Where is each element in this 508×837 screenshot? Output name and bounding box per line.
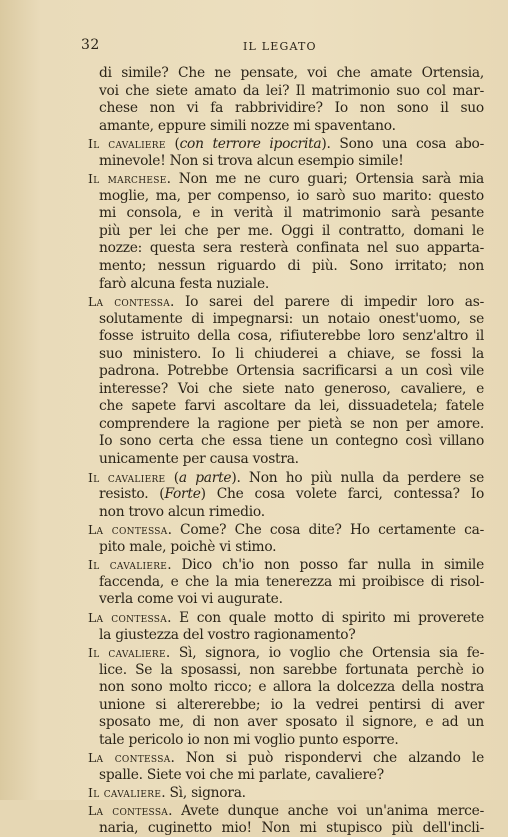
dialogue-text: . Come? Che cosa dite? Ho certamente ca- xyxy=(167,522,484,539)
text-line xyxy=(88,609,484,627)
text-line xyxy=(88,627,484,645)
text-line xyxy=(88,486,484,504)
dialogue-text: ( xyxy=(165,136,180,153)
dialogue-text: non trovo alcun rimedio. xyxy=(99,503,265,520)
text-line xyxy=(88,767,484,785)
dialogue-text: . Non me ne curo guari; Ortensia sarà mia xyxy=(166,171,484,188)
text-line xyxy=(88,328,484,346)
text-line xyxy=(88,644,484,662)
text-line xyxy=(88,398,484,416)
dialogue-text: non sono molto ricco; e allora la dolcezza della nostra xyxy=(99,679,484,696)
text-line xyxy=(88,311,484,329)
text-line xyxy=(88,240,484,258)
dialogue-text: minevole! Non si trova alcun esempio simile! xyxy=(99,152,404,169)
text-line xyxy=(88,83,484,101)
dialogue-text: . Dico ch'io non posso far nulla in simile xyxy=(167,557,485,574)
dialogue-text: . Io sarei del parere di impedir loro as- xyxy=(170,294,485,311)
dialogue-text: solutamente di impegnarsi: un notaio onest'uomo, se xyxy=(99,310,484,327)
dialogue-text: spalle. Siete voi che mi parlate, cavaliere? xyxy=(99,766,384,783)
dialogue-text: fosse istruito della cosa, rifiuterebbe loro senz'altro il xyxy=(99,328,484,345)
text-line xyxy=(88,65,484,83)
text-line xyxy=(88,433,484,451)
text-line xyxy=(88,451,484,469)
speaker-name: Il cavaliere xyxy=(88,785,162,801)
dialogue-text: naria, cuginetto mio! Non mi stupisco più dell'incli- xyxy=(99,819,484,836)
text-line xyxy=(88,574,484,592)
dialogue-text: chese non vi fa rabbrividire? Io non sono il suo xyxy=(99,100,484,117)
dialogue-text: faccenda, e che la mia tenerezza mi proibisce di risol- xyxy=(99,573,484,590)
dialogue-text: ) Che cosa volete farci, contessa? Io xyxy=(200,486,484,503)
running-title: IL LEGATO xyxy=(243,40,317,53)
dialogue-text: . Sì, signora. xyxy=(161,785,246,802)
text-line xyxy=(88,153,484,171)
text-line xyxy=(88,205,484,223)
dialogue-text: suo ministero. Io li chiuderei a chiave, se fossi la xyxy=(99,345,484,362)
dialogue-text: ( xyxy=(165,469,179,486)
dialogue-text: mento; nessun riguardo di più. Sono irritato; non xyxy=(99,258,484,275)
stage-direction: Forte xyxy=(164,486,201,503)
text-line xyxy=(88,100,484,118)
text-line xyxy=(88,363,484,381)
dialogue-text: mi consola, e in verità il matrimonio sarà pesante xyxy=(99,205,484,222)
dialogue-text: lice. Se la sposassi, non sarebbe fortunata perchè io xyxy=(99,661,484,678)
dialogue-text: più per lei che per me. Oggi il contratto, domani le xyxy=(99,222,484,239)
stage-direction: con terrore ipocrita xyxy=(179,136,322,153)
dialogue-text: amante, eppure simili nozze mi spaventano. xyxy=(99,117,396,134)
speaker-name: La contessa xyxy=(88,750,171,766)
dialogue-text: voi che siete amato da lei? Il matrimonio suo col mar- xyxy=(99,82,484,99)
text-line xyxy=(88,820,484,837)
text-line xyxy=(88,697,484,715)
text-line xyxy=(88,504,484,522)
text-line xyxy=(88,170,484,188)
text-line xyxy=(88,223,484,241)
dialogue-text: la giustezza del vostro ragionamento? xyxy=(99,626,356,643)
page-number: 32 xyxy=(81,37,100,53)
play-text xyxy=(88,65,484,837)
dialogue-text: moglie, ma, per compenso, io sarò suo marito: questo xyxy=(99,187,484,204)
speaker-name: La contessa xyxy=(88,522,168,538)
text-line xyxy=(88,118,484,136)
dialogue-text: tale pericolo io non mi voglio punto esporre. xyxy=(99,731,399,748)
speaker-name: Il cavaliere xyxy=(88,557,168,573)
stage-direction: a parte xyxy=(178,469,232,486)
dialogue-text: che sapete farvi ascoltare da lei, dissuadetela; fatele xyxy=(99,398,484,415)
text-line xyxy=(88,749,484,767)
text-line xyxy=(88,784,484,802)
text-line xyxy=(88,346,484,364)
text-line xyxy=(88,258,484,276)
text-line xyxy=(88,539,484,557)
dialogue-text: resisto. ( xyxy=(99,486,165,503)
dialogue-text: nozze: questa sera resterà confinata nel suo apparta- xyxy=(99,240,484,257)
speaker-name: Il cavaliere xyxy=(88,136,166,152)
dialogue-text: . Sì, signora, io voglio che Ortensia sia fe- xyxy=(165,645,484,662)
dialogue-text: comprendere la ragione per pietà se non per amore. xyxy=(99,415,484,432)
dialogue-text: Io sono certa che essa tiene un contegno così villano xyxy=(99,433,484,450)
dialogue-text: interesse? Voi che siete nato generoso, cavaliere, e xyxy=(99,380,484,397)
speaker-name: Il marchese xyxy=(88,171,167,187)
text-line xyxy=(88,469,484,487)
text-line xyxy=(88,662,484,680)
text-line xyxy=(88,416,484,434)
dialogue-text: farò alcuna festa nuziale. xyxy=(99,275,270,292)
dialogue-text: . E con quale motto di spirito mi proverete xyxy=(167,609,484,626)
speaker-name: Il cavaliere xyxy=(88,469,166,485)
dialogue-text: ). Sono una cosa abo- xyxy=(321,136,484,153)
dialogue-text: di simile? Che ne pensate, voi che amate Ortensia, xyxy=(99,65,484,81)
text-line xyxy=(88,732,484,750)
text-line xyxy=(88,802,484,820)
text-line xyxy=(88,293,484,311)
text-line xyxy=(88,556,484,574)
speaker-name: Il cavaliere xyxy=(88,645,166,661)
text-line xyxy=(88,276,484,294)
speaker-name: La contessa xyxy=(88,609,168,625)
text-line xyxy=(88,714,484,732)
speaker-name: La contessa xyxy=(88,802,169,818)
dialogue-text: ). Non ho più nulla da perdere se xyxy=(231,469,485,486)
dialogue-text: verla come voi vi augurate. xyxy=(99,591,283,608)
speaker-name: La contessa xyxy=(88,294,171,310)
dialogue-text: sposato me, di non aver sposato il signore, e ad un xyxy=(99,714,484,731)
text-line xyxy=(88,135,484,153)
dialogue-text: unicamente per causa vostra. xyxy=(99,451,299,468)
text-line xyxy=(88,188,484,206)
dialogue-text: unione si altererebbe; io la vedrei pentirsi di aver xyxy=(99,696,484,713)
text-line xyxy=(88,591,484,609)
text-line xyxy=(88,381,484,399)
dialogue-text: . Avete dunque anche voi un'anima merce- xyxy=(168,802,484,819)
dialogue-text: padrona. Potrebbe Ortensia sacrificarsi a un così vile xyxy=(99,363,484,380)
dialogue-text: . Non si può rispondervi che alzando le xyxy=(170,750,484,767)
dialogue-text: pito male, poichè vi stimo. xyxy=(99,538,277,555)
text-line xyxy=(88,679,484,697)
text-line xyxy=(88,521,484,539)
